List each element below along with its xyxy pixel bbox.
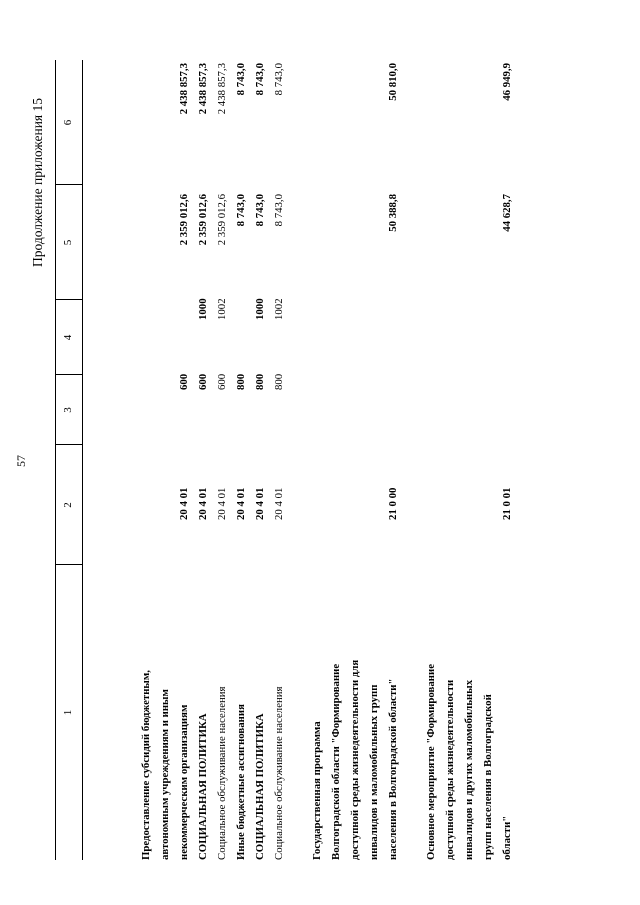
table-row	[384, 62, 402, 860]
row-amount-2018: 2 438 857,3	[216, 63, 228, 115]
row-description: Социальное обслуживание населения	[216, 686, 228, 860]
table-header-rule	[82, 60, 83, 860]
table-row	[346, 62, 364, 860]
table-row	[441, 62, 459, 860]
row-target-article: 21 0 00	[387, 487, 399, 520]
row-expense-type: 800	[254, 373, 266, 390]
column-header-6: 6	[62, 119, 74, 126]
row-section-code: 1002	[216, 298, 228, 320]
row-description: Социальное обслуживание населения	[273, 686, 285, 860]
row-expense-type: 800	[273, 373, 285, 390]
row-description: Государственная программа	[311, 721, 323, 860]
row-description: автономным учреждениям и иным	[159, 689, 171, 860]
row-amount-2018: 2 438 857,3	[178, 63, 190, 115]
row-amount-2017: 44 628,7	[501, 194, 513, 232]
row-description: инвалидов и других маломобильных	[463, 679, 475, 860]
row-description: инвалидов и маломобильных групп	[368, 684, 380, 860]
table-row	[213, 62, 231, 860]
row-description: СОЦИАЛЬНАЯ ПОЛИТИКА	[197, 713, 209, 860]
row-amount-2017: 2 359 012,6	[197, 194, 209, 246]
row-target-article: 20 4 01	[235, 487, 247, 520]
row-description: Волгоградской области "Формирование	[330, 663, 342, 860]
row-description: населения в Волгоградской области"	[387, 678, 399, 860]
row-expense-type: 600	[216, 373, 228, 390]
row-description: Иные бюджетные ассигнования	[235, 704, 247, 860]
column-header-3: 3	[62, 407, 74, 413]
table-row	[175, 62, 193, 860]
row-description: доступной среды жизнедеятельности для	[349, 659, 361, 860]
row-description: области"	[501, 815, 513, 860]
row-target-article: 20 4 01	[197, 487, 209, 520]
column-header-2: 2	[62, 502, 74, 508]
row-description: групп населения в Волгоградской	[482, 694, 494, 860]
table-row	[498, 62, 516, 860]
table-row	[251, 62, 269, 860]
table-row	[232, 62, 250, 860]
row-amount-2018: 50 810,0	[387, 63, 399, 101]
row-description: некоммерческим организациям	[178, 704, 190, 860]
row-amount-2018: 8 743,0	[273, 63, 285, 96]
row-amount-2017: 50 388,8	[387, 194, 399, 232]
row-section-code: 1000	[254, 298, 266, 320]
appendix-continuation-title: Продолжение приложения 15	[30, 97, 45, 267]
row-target-article: 20 4 01	[216, 487, 228, 520]
row-description: доступной среды жизнедеятельности	[444, 679, 456, 860]
table-row	[156, 62, 174, 860]
table-row	[479, 62, 497, 860]
table-row	[460, 62, 478, 860]
row-target-article: 21 0 01	[501, 487, 513, 520]
row-amount-2018: 2 438 857,3	[197, 63, 209, 115]
row-description: СОЦИАЛЬНАЯ ПОЛИТИКА	[254, 713, 266, 860]
table-row	[365, 62, 383, 860]
table-row	[327, 62, 345, 860]
table-row	[403, 62, 421, 860]
row-amount-2018: 46 949,9	[501, 63, 513, 101]
row-amount-2017: 2 359 012,6	[216, 194, 228, 246]
row-amount-2017: 8 743,0	[235, 194, 247, 227]
row-target-article: 20 4 01	[273, 487, 285, 520]
column-header-1: 1	[62, 709, 74, 716]
row-amount-2017: 8 743,0	[273, 194, 285, 227]
table-row	[194, 62, 212, 860]
row-expense-type: 600	[197, 373, 209, 390]
row-section-code: 1002	[273, 298, 285, 320]
page-number: 57	[14, 455, 28, 467]
table-row	[308, 62, 326, 860]
row-amount-2017: 8 743,0	[254, 194, 266, 227]
table-row	[137, 62, 155, 860]
table-row	[270, 62, 288, 860]
row-expense-type: 800	[235, 373, 247, 390]
table-row	[422, 62, 440, 860]
row-section-code: 1000	[197, 298, 209, 320]
row-description: Предоставление субсидий бюджетным,	[140, 670, 152, 860]
row-description: Основное мероприятие "Формирование	[425, 663, 437, 860]
table-row	[289, 62, 307, 860]
column-header-4: 4	[62, 334, 74, 341]
table-top-rule	[55, 60, 56, 860]
row-amount-2017: 2 359 012,6	[178, 194, 190, 246]
column-header-5: 5	[62, 239, 74, 246]
row-amount-2018: 8 743,0	[235, 63, 247, 96]
row-amount-2018: 8 743,0	[254, 63, 266, 96]
row-target-article: 20 4 01	[254, 487, 266, 520]
row-expense-type: 600	[178, 373, 190, 390]
row-target-article: 20 4 01	[178, 487, 190, 520]
